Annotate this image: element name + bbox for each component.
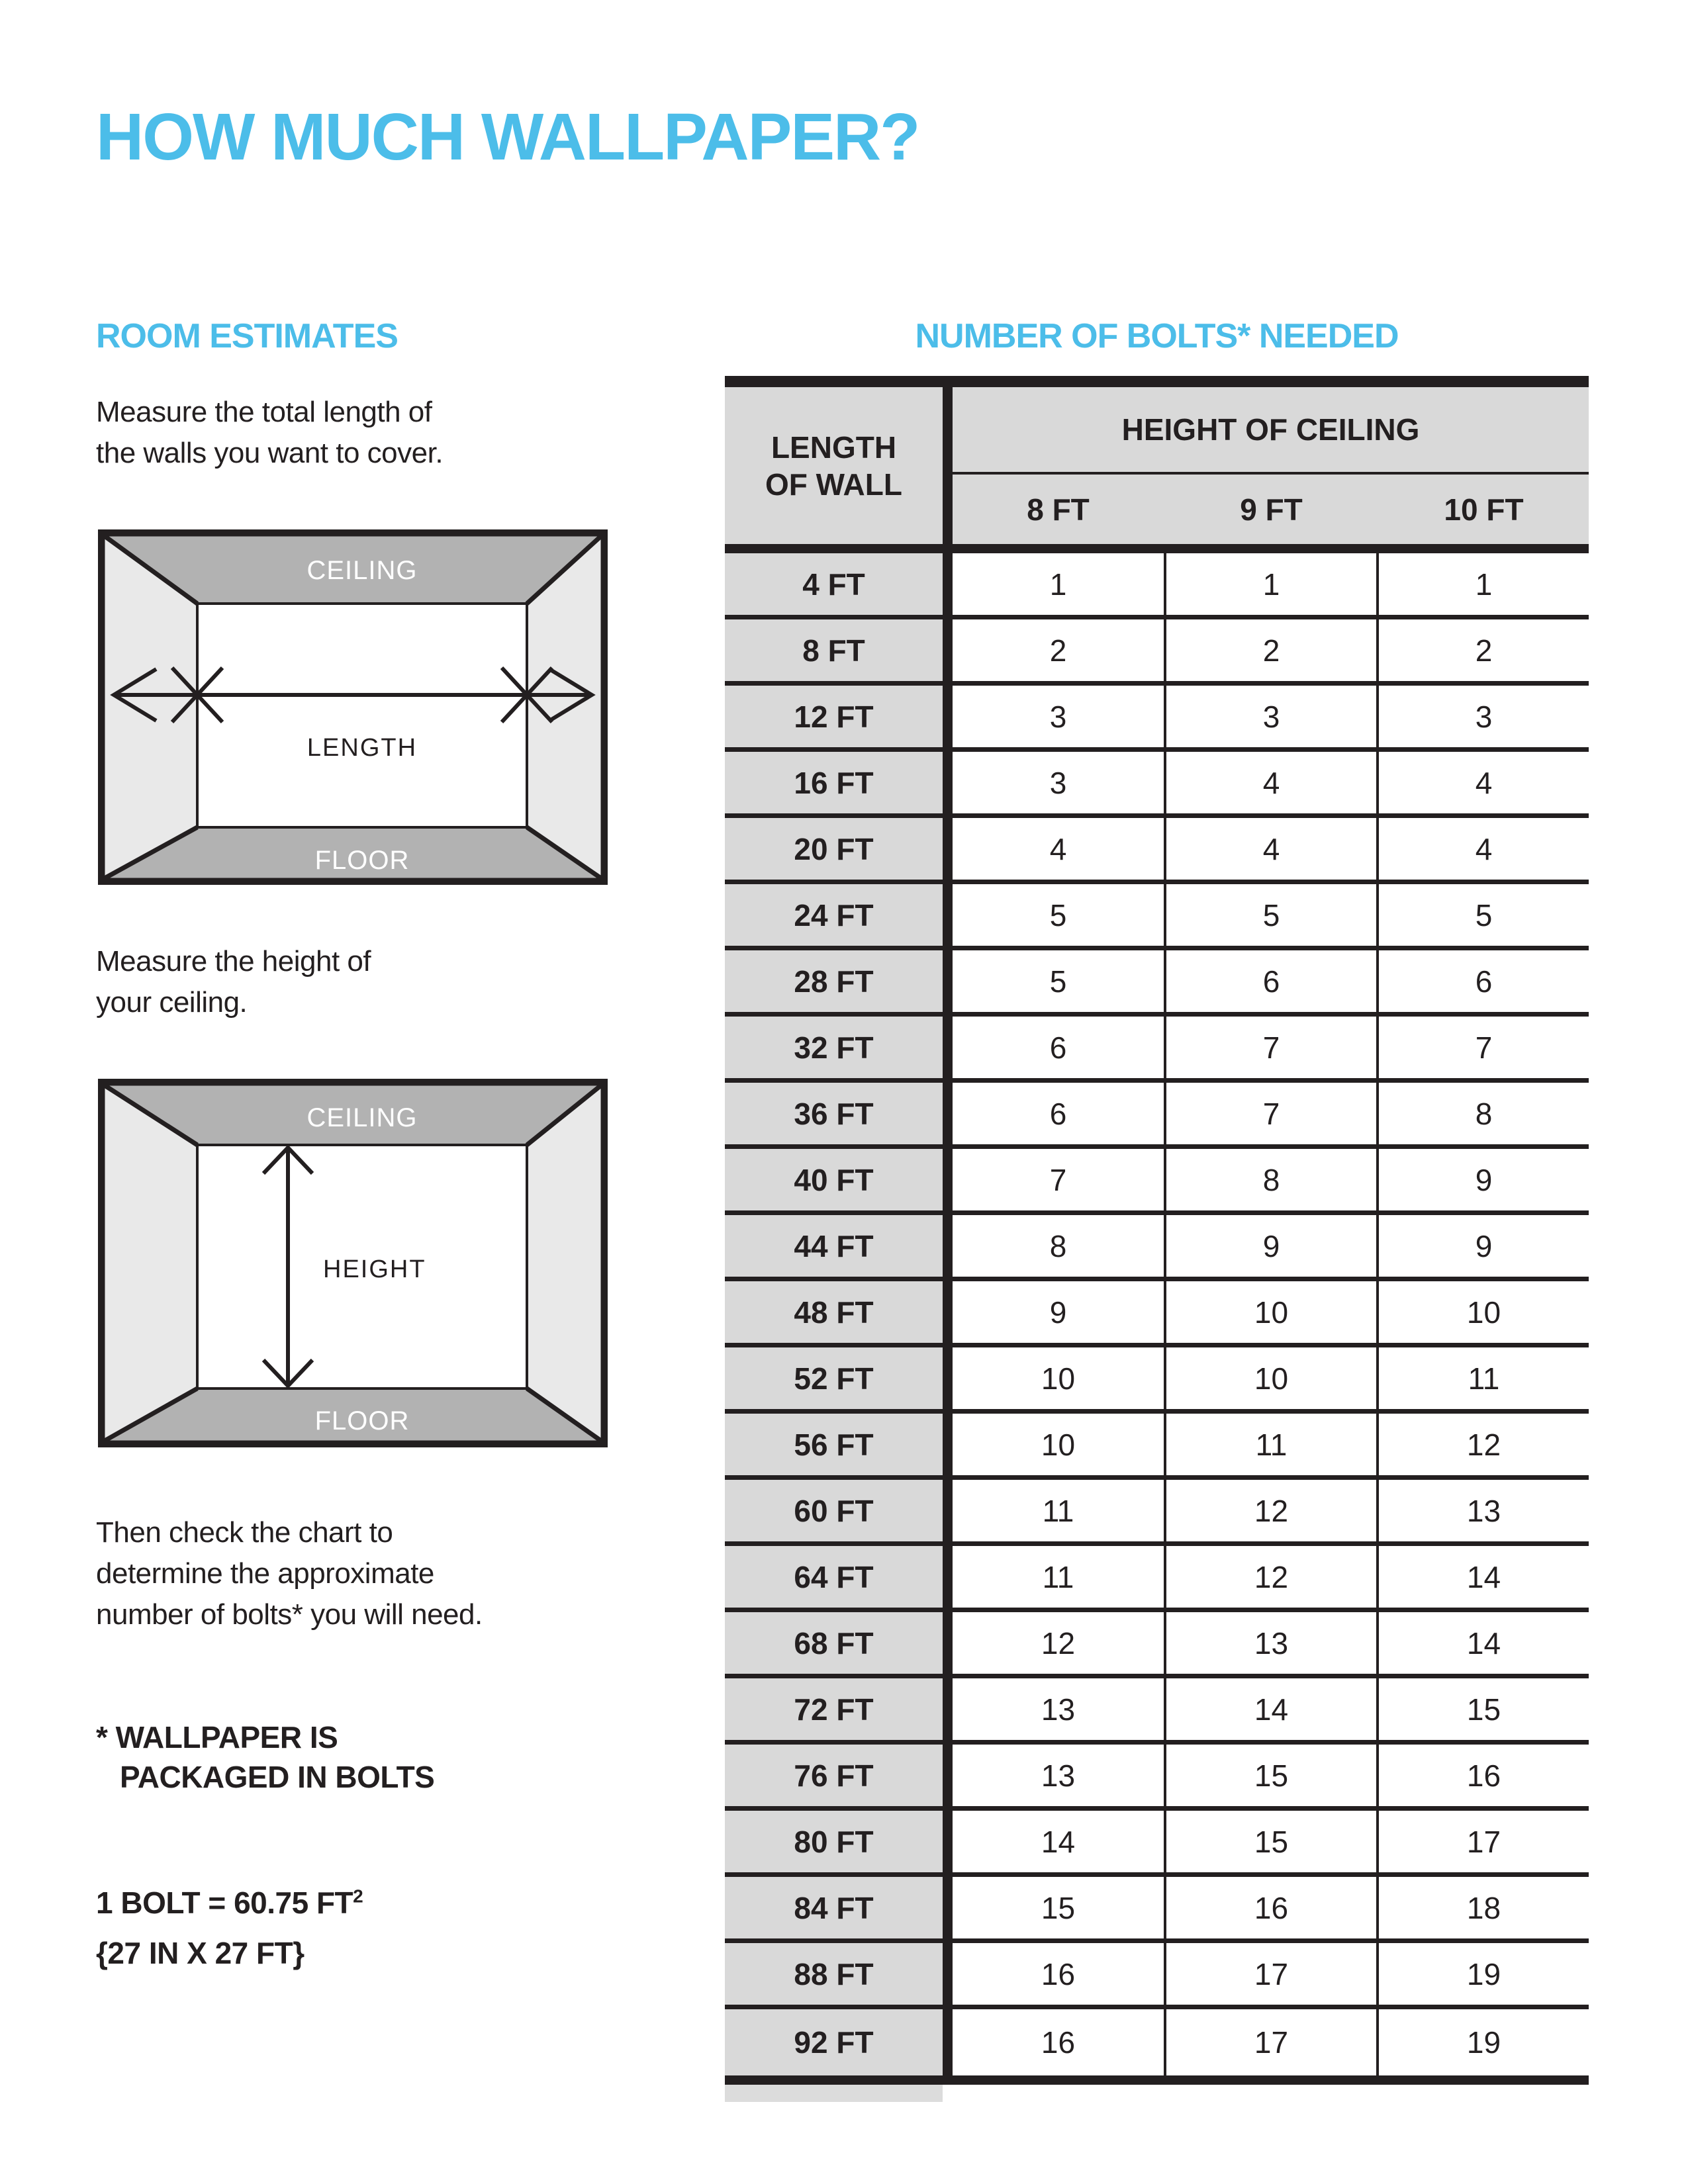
- height-room-diagram: [98, 1079, 608, 1447]
- bolt-count-cell: 12: [953, 1612, 1164, 1674]
- wall-length-cell: 32 FT: [725, 1017, 943, 1078]
- bolt-count-cell: 16: [1166, 1877, 1376, 1938]
- bolt-count-cell: 7: [1166, 1017, 1376, 1078]
- wall-length-cell: 60 FT: [725, 1480, 943, 1541]
- step3-line3: number of bolts* you will need.: [96, 1598, 483, 1631]
- height-of-ceiling-header: HEIGHT OF CEILING: [1121, 412, 1420, 447]
- bolt-count-cell: 2: [953, 619, 1164, 681]
- bolt-count-cell: 4: [1166, 818, 1376, 880]
- table-row: [725, 1281, 1589, 1347]
- wall-length-cell: 88 FT: [725, 1943, 943, 2005]
- bolt-count-cell: 18: [1379, 1877, 1589, 1938]
- bolt-count-cell: 6: [1379, 950, 1589, 1012]
- wall-length-cell: 56 FT: [725, 1414, 943, 1475]
- bolt-dimensions: {27 IN X 27 FT}: [96, 1936, 305, 1970]
- table-row: [725, 1745, 1589, 1811]
- bolt-count-cell: 1: [1166, 553, 1376, 615]
- table-row: [725, 1678, 1589, 1745]
- bolt-count-cell: 12: [1166, 1546, 1376, 1608]
- bolt-count-cell: 8: [1379, 1083, 1589, 1144]
- bolt-count-cell: 13: [1379, 1480, 1589, 1541]
- step1-line2: the walls you want to cover.: [96, 437, 444, 469]
- wall-length-cell: 64 FT: [725, 1546, 943, 1608]
- step3-line2: determine the approximate: [96, 1557, 434, 1590]
- column-rule-1: [1164, 553, 1166, 2075]
- table-row: [725, 1546, 1589, 1612]
- bolt-count-cell: 5: [953, 950, 1164, 1012]
- column-header-10ft: 10 FT: [1444, 492, 1524, 527]
- wall-length-cell: 20 FT: [725, 818, 943, 880]
- step1-line1: Measure the total length of: [96, 396, 432, 428]
- wall-length-cell: 68 FT: [725, 1612, 943, 1674]
- bolt-count-cell: 2: [1379, 619, 1589, 681]
- bolt-count-cell: 9: [953, 1281, 1164, 1343]
- bolt-count-cell: 10: [1166, 1347, 1376, 1409]
- bolt-count-cell: 7: [1379, 1017, 1589, 1078]
- bolt-count-cell: 10: [953, 1347, 1164, 1409]
- group-header-underline: [953, 472, 1589, 475]
- bolt-count-cell: 3: [953, 686, 1164, 747]
- ceiling-label: CEILING: [306, 1103, 418, 1132]
- bolt-count-cell: 13: [953, 1745, 1164, 1806]
- bolt-count-cell: 12: [1166, 1480, 1376, 1541]
- bolt-count-cell: 10: [953, 1414, 1164, 1475]
- wall-length-cell: 80 FT: [725, 1811, 943, 1872]
- bolt-count-cell: 14: [1379, 1612, 1589, 1674]
- bolt-count-cell: 13: [1166, 1612, 1376, 1674]
- table-row: [725, 1811, 1589, 1877]
- bolt-count-cell: 15: [953, 1877, 1164, 1938]
- footnote-line1: * WALLPAPER IS: [96, 1720, 338, 1754]
- table-row: [725, 1017, 1589, 1083]
- wall-length-cell: 48 FT: [725, 1281, 943, 1343]
- wall-length-cell: 72 FT: [725, 1678, 943, 1740]
- wall-length-cell: 40 FT: [725, 1149, 943, 1210]
- page-title: HOW MUCH WALLPAPER?: [96, 100, 919, 174]
- bolt-count-cell: 9: [1166, 1215, 1376, 1277]
- length-dim-label: LENGTH: [306, 734, 418, 762]
- bolt-count-cell: 16: [953, 2009, 1164, 2075]
- bolt-count-cell: 12: [1379, 1414, 1589, 1475]
- table-row: [725, 553, 1589, 619]
- bolt-count-cell: 16: [1379, 1745, 1589, 1806]
- step2-line1: Measure the height of: [96, 945, 371, 978]
- length-room-diagram: [98, 529, 608, 885]
- bolt-count-cell: 11: [953, 1546, 1164, 1608]
- bolt-count-cell: 10: [1166, 1281, 1376, 1343]
- back-wall-face: [197, 604, 527, 827]
- ceiling-height-columns: [953, 475, 1589, 544]
- bolt-count-cell: 4: [953, 818, 1164, 880]
- table-row: [725, 884, 1589, 950]
- floor-label: FLOOR: [314, 846, 410, 875]
- bolt-count-cell: 4: [1379, 752, 1589, 813]
- bolt-count-cell: 1: [1379, 553, 1589, 615]
- bolt-count-cell: 7: [953, 1149, 1164, 1210]
- table-row: [725, 619, 1589, 686]
- bolt-count-cell: 13: [953, 1678, 1164, 1740]
- table-row: [725, 1480, 1589, 1546]
- table-row: [725, 1877, 1589, 1943]
- bolt-count-cell: 17: [1166, 2009, 1376, 2075]
- bolt-count-cell: 1: [953, 553, 1164, 615]
- bolts-footnote: [96, 1717, 434, 1797]
- table-row: [725, 1215, 1589, 1281]
- bolt-count-cell: 19: [1379, 1943, 1589, 2005]
- wall-length-cell: 24 FT: [725, 884, 943, 946]
- column-header-9ft: 9 FT: [1240, 492, 1303, 527]
- bolt-count-cell: 14: [1379, 1546, 1589, 1608]
- bolt-count-cell: 19: [1379, 2009, 1589, 2075]
- table-row: [725, 1083, 1589, 1149]
- bolt-count-cell: 14: [953, 1811, 1164, 1872]
- length-of-wall-header: [725, 387, 943, 544]
- table-row: [725, 1347, 1589, 1414]
- wall-length-cell: 8 FT: [725, 619, 943, 681]
- header-bottom-rule: [725, 544, 1589, 553]
- bolt-count-cell: 15: [1166, 1811, 1376, 1872]
- footnote-line2: PACKAGED IN BOLTS: [120, 1760, 435, 1794]
- bolt-count-cell: 3: [1166, 686, 1376, 747]
- wall-length-cell: 76 FT: [725, 1745, 943, 1806]
- bolt-count-cell: 5: [953, 884, 1164, 946]
- bolt-count-cell: 11: [1166, 1414, 1376, 1475]
- bolt-count-cell: 3: [1379, 686, 1589, 747]
- wall-length-cell: 12 FT: [725, 686, 943, 747]
- table-row: [725, 686, 1589, 752]
- table-bottom-rule: [725, 2075, 1589, 2085]
- wall-length-cell: 84 FT: [725, 1877, 943, 1938]
- bolt-count-cell: 9: [1379, 1149, 1589, 1210]
- table-row: [725, 2009, 1589, 2075]
- length-of-wall-line2: OF WALL: [765, 467, 902, 502]
- step3-line1: Then check the chart to: [96, 1516, 393, 1549]
- bolt-equation: [96, 1885, 363, 1921]
- table-body: [725, 553, 1589, 2075]
- length-of-wall-line1: LENGTH: [771, 430, 897, 465]
- column-rule-2: [1376, 553, 1379, 2075]
- bolt-count-cell: 6: [1166, 950, 1376, 1012]
- wall-length-cell: 36 FT: [725, 1083, 943, 1144]
- bolt-count-cell: 6: [953, 1083, 1164, 1144]
- step2-line2: your ceiling.: [96, 986, 248, 1019]
- bolt-count-cell: 5: [1379, 884, 1589, 946]
- column-divider-rule: [943, 376, 953, 2085]
- bolt-count-cell: 9: [1379, 1215, 1589, 1277]
- bolt-count-cell: 5: [1166, 884, 1376, 946]
- ceiling-label: CEILING: [306, 556, 418, 585]
- wall-length-cell: 52 FT: [725, 1347, 943, 1409]
- bolt-count-cell: 15: [1166, 1745, 1376, 1806]
- column-header-8ft: 8 FT: [1027, 492, 1090, 527]
- bolt-count-cell: 15: [1379, 1678, 1589, 1740]
- table-row: [725, 1149, 1589, 1215]
- bolt-equation-exponent: 2: [353, 1886, 363, 1907]
- room-estimates-heading: ROOM ESTIMATES: [96, 317, 398, 355]
- wall-length-cell: 92 FT: [725, 2009, 943, 2075]
- bolt-count-cell: 4: [1379, 818, 1589, 880]
- step1-text: [96, 392, 443, 474]
- bolt-count-cell: 4: [1166, 752, 1376, 813]
- step2-text: [96, 941, 371, 1023]
- step3-text: [96, 1512, 483, 1635]
- height-dim-label: HEIGHT: [323, 1255, 426, 1283]
- floor-label: FLOOR: [314, 1406, 410, 1435]
- wall-length-cell: 4 FT: [725, 553, 943, 615]
- bolt-count-cell: 8: [953, 1215, 1164, 1277]
- table-row: [725, 1612, 1589, 1678]
- table-row: [725, 1414, 1589, 1480]
- bolt-count-cell: 7: [1166, 1083, 1376, 1144]
- table-gray-stub: [725, 2085, 943, 2102]
- table-row: [725, 950, 1589, 1017]
- wall-length-cell: 44 FT: [725, 1215, 943, 1277]
- bolt-count-cell: 6: [953, 1017, 1164, 1078]
- bolt-count-cell: 17: [1379, 1811, 1589, 1872]
- bolt-count-cell: 3: [953, 752, 1164, 813]
- bolts-table: [725, 376, 1589, 2102]
- bolt-count-cell: 8: [1166, 1149, 1376, 1210]
- wall-length-cell: 16 FT: [725, 752, 943, 813]
- bolt-count-cell: 10: [1379, 1281, 1589, 1343]
- bolt-count-cell: 14: [1166, 1678, 1376, 1740]
- bolt-count-cell: 11: [953, 1480, 1164, 1541]
- bolt-count-cell: 16: [953, 1943, 1164, 2005]
- table-row: [725, 1943, 1589, 2009]
- wall-length-cell: 28 FT: [725, 950, 943, 1012]
- bolts-needed-heading: NUMBER OF BOLTS* NEEDED: [915, 317, 1399, 355]
- bolt-count-cell: 2: [1166, 619, 1376, 681]
- table-row: [725, 818, 1589, 884]
- bolt-count-cell: 17: [1166, 1943, 1376, 2005]
- table-row: [725, 752, 1589, 818]
- bolt-equation-main: 1 BOLT = 60.75 FT: [96, 1886, 353, 1920]
- bolt-count-cell: 11: [1379, 1347, 1589, 1409]
- table-top-bar: [725, 376, 1589, 387]
